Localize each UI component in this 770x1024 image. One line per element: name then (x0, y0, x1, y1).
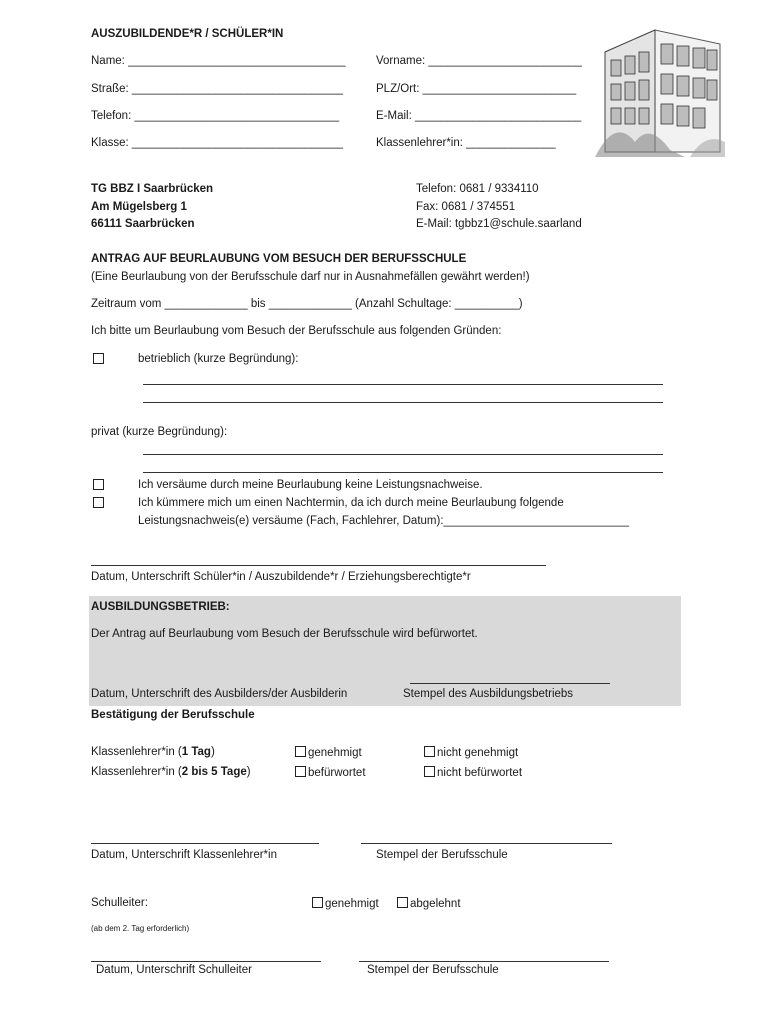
private-reason-line-2[interactable] (143, 472, 663, 473)
form-title: AUSZUBILDENDE*R / SCHÜLER*IN (91, 28, 284, 40)
private-label: privat (kurze Begründung): (91, 426, 228, 438)
email-field[interactable]: E-Mail: __________________________ (376, 110, 582, 122)
makeup-label-2[interactable]: Leistungsnachweis(e) versäume (Fach, Fachlehrer, Datum):_____________________________ (138, 515, 629, 527)
business-reason-line-1[interactable] (143, 384, 663, 385)
confirmation-title: Bestätigung der Berufsschule (91, 709, 255, 721)
company-title: AUSBILDUNGSBETRIEB: (91, 601, 230, 613)
private-reason-line-1[interactable] (143, 454, 663, 455)
not-approved-checkbox[interactable]: nicht genehmigt (424, 746, 518, 759)
makeup-label-1: Ich kümmere mich um einen Nachtermin, da ich durch meine Beurlaubung folgende (138, 497, 564, 509)
name-field[interactable]: Name: __________________________________ (91, 55, 346, 67)
student-signature-label: Datum, Unterschrift Schüler*in / Auszubildende*r / Erziehungsberechtigte*r (91, 571, 471, 583)
teacher-stamp-line[interactable] (361, 843, 612, 844)
school-name: TG BBZ I Saarbrücken (91, 183, 214, 195)
company-text: Der Antrag auf Beurlaubung vom Besuch der Berufsschule wird befürwortet. (91, 628, 478, 640)
not-endorsed-checkbox[interactable]: nicht befürwortet (424, 766, 522, 779)
principal-signature-line[interactable] (91, 961, 321, 962)
principal-note: (ab dem 2. Tag erforderlich) (91, 924, 190, 933)
company-stamp-line[interactable] (410, 683, 610, 684)
business-label: betrieblich (kurze Begründung): (138, 353, 299, 365)
teacher-1day-label: Klassenlehrer*in (1 Tag) (91, 746, 215, 758)
company-stamp-label: Stempel des Ausbildungsbetriebs (403, 688, 574, 700)
endorsed-checkbox[interactable]: befürwortet (295, 766, 366, 779)
principal-rejected-checkbox[interactable]: abgelehnt (397, 897, 461, 910)
school-email: E-Mail: tgbbz1@schule.saarland (416, 218, 582, 230)
teacher-5days-label: Klassenlehrer*in (2 bis 5 Tage) (91, 766, 251, 778)
no-miss-label: Ich versäume durch meine Beurlaubung keine Leistungsnachweise. (138, 479, 483, 491)
phone-field[interactable]: Telefon: ________________________________ (91, 110, 340, 122)
makeup-checkbox[interactable] (93, 497, 106, 510)
teacher-stamp-label: Stempel der Berufsschule (376, 849, 508, 861)
school-street: Am Mügelsberg 1 (91, 201, 187, 213)
street-field[interactable]: Straße: _________________________________ (91, 83, 343, 95)
teacher-signature-line[interactable] (91, 843, 319, 844)
request-subtitle: (Eine Beurlaubung von der Berufsschule darf nur in Ausnahmefällen gewährt werden!) (91, 271, 530, 283)
business-reason-line-2[interactable] (143, 402, 663, 403)
school-building-image (595, 22, 725, 157)
student-signature-line[interactable] (91, 565, 546, 566)
company-signature-label: Datum, Unterschrift des Ausbilders/der Ausbilderin (91, 688, 348, 700)
school-fax: Fax: 0681 / 374551 (416, 201, 516, 213)
teacher-signature-label: Datum, Unterschrift Klassenlehrer*in (91, 849, 277, 861)
principal-approved-checkbox[interactable]: genehmigt (312, 897, 379, 910)
principal-signature-label: Datum, Unterschrift Schulleiter (96, 964, 252, 976)
approved-checkbox[interactable]: genehmigt (295, 746, 362, 759)
zip-city-field[interactable]: PLZ/Ort: ________________________ (376, 83, 577, 95)
firstname-field[interactable]: Vorname: ________________________ (376, 55, 582, 67)
request-title: ANTRAG AUF BEURLAUBUNG VOM BESUCH DER BERUFSSCHULE (91, 253, 467, 265)
principal-stamp-label: Stempel der Berufsschule (367, 964, 499, 976)
school-city: 66111 Saarbrücken (91, 218, 195, 230)
period-field[interactable]: Zeitraum vom _____________ bis _____________ (Anzahl Schultage: __________) (91, 298, 523, 310)
school-phone: Telefon: 0681 / 9334110 (416, 183, 539, 195)
class-teacher-field[interactable]: Klassenlehrer*in: ______________ (376, 137, 556, 149)
business-checkbox[interactable] (93, 353, 106, 366)
class-field[interactable]: Klasse: _________________________________ (91, 137, 343, 149)
principal-label: Schulleiter: (91, 897, 148, 909)
principal-stamp-line[interactable] (359, 961, 609, 962)
reasons-intro: Ich bitte um Beurlaubung vom Besuch der Berufsschule aus folgenden Gründen: (91, 325, 502, 337)
no-miss-checkbox[interactable] (93, 479, 106, 492)
